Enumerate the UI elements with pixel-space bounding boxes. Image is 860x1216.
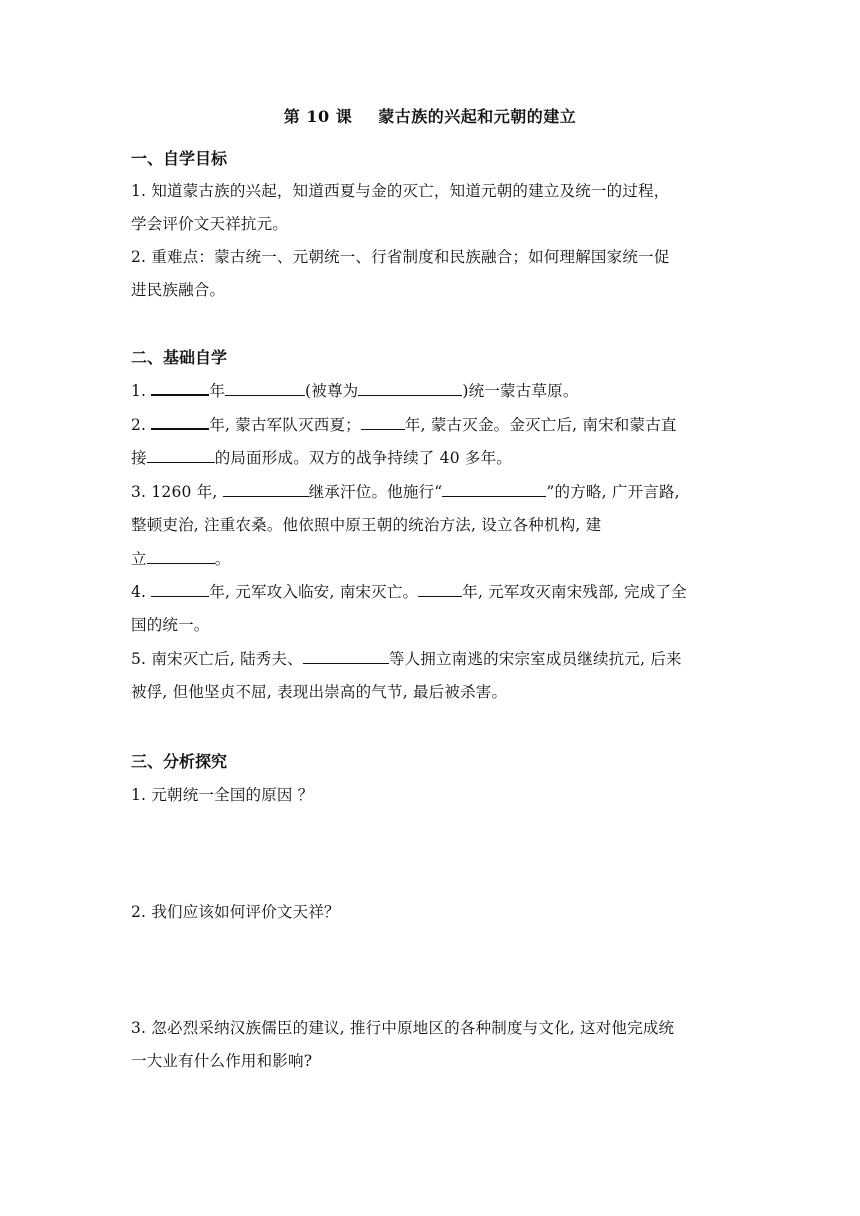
fill-blank[interactable]	[151, 380, 209, 396]
fill-question-3-line-3: 立 。	[131, 550, 231, 568]
fill-blank[interactable]	[225, 381, 305, 396]
fill-blank[interactable]	[223, 482, 309, 497]
goal-2-line-2: 进民族融合。	[131, 281, 226, 299]
lesson-topic: 蒙古族的兴起和元朝的建立	[378, 107, 577, 126]
fill-blank[interactable]	[418, 582, 462, 597]
fill-question-2-line-1: 2. 年, 蒙古军队灭西夏； 年, 蒙古灭金。金灭亡后, 南宋和蒙古直	[131, 416, 677, 434]
goal-2-line-1: 2. 重难点：蒙古统一、元朝统一、行省制度和民族融合；如何理解国家统一促	[131, 248, 670, 266]
analysis-question-1: 1. 元朝统一全国的原因 ？	[131, 786, 314, 804]
fill-question-3-line-1: 3. 1260 年, 继承汗位。他施行“ ”的方略, 广开言路,	[131, 483, 680, 501]
analysis-question-3-line-1: 3. 忽必烈采纳汉族儒臣的建议, 推行中原地区的各种制度与文化, 这对他完成统	[131, 1019, 675, 1037]
page-title	[0, 104, 860, 127]
lesson-number: 第 10 课	[283, 107, 353, 126]
section-heading-goals: 一、自学目标	[131, 149, 228, 168]
fill-question-3-line-2: 整顿吏治, 注重农桑。他依照中原王朝的统治方法, 设立各种机构, 建	[131, 516, 602, 534]
analysis-question-3-line-2: 一大业有什么作用和影响?	[131, 1052, 313, 1070]
section-heading-basics: 二、基础自学	[131, 348, 228, 367]
fill-question-2-line-2: 接 的局面形成。双方的战争持续了 40 多年。	[131, 449, 512, 467]
fill-blank[interactable]	[151, 414, 209, 430]
fill-blank[interactable]	[151, 582, 209, 597]
goal-1-line-2: 学会评价文天祥抗元。	[131, 215, 289, 233]
fill-question-5-line-1: 5. 南宋灭亡后, 陆秀夫、 等人拥立南逃的宋宗室成员继续抗元, 后来	[131, 650, 682, 668]
fill-question-4-line-1: 4. 年, 元军攻入临安, 南宋灭亡。 年, 元军攻灭南宋残部, 完成了全	[131, 583, 687, 601]
fill-blank[interactable]	[442, 482, 546, 497]
fill-blank[interactable]	[303, 649, 389, 664]
fill-question-5-line-2: 被俘, 但他坚贞不屈, 表现出崇高的气节, 最后被杀害。	[131, 683, 508, 701]
fill-blank[interactable]	[147, 549, 215, 564]
goal-1-line-1: 1. 知道蒙古族的兴起，知道西夏与金的灭亡，知道元朝的建立及统一的过程，	[131, 182, 670, 200]
fill-blank[interactable]	[361, 415, 405, 430]
fill-question-4-line-2: 国的统一。	[131, 616, 210, 634]
fill-blank[interactable]	[147, 448, 215, 463]
analysis-question-2: 2. 我们应该如何评价文天祥？	[131, 903, 340, 921]
fill-question-1: 1. 年 (被尊为 )统一蒙古草原。	[131, 382, 579, 400]
fill-blank[interactable]	[358, 381, 462, 396]
section-heading-analysis: 三、分析探究	[131, 752, 228, 771]
